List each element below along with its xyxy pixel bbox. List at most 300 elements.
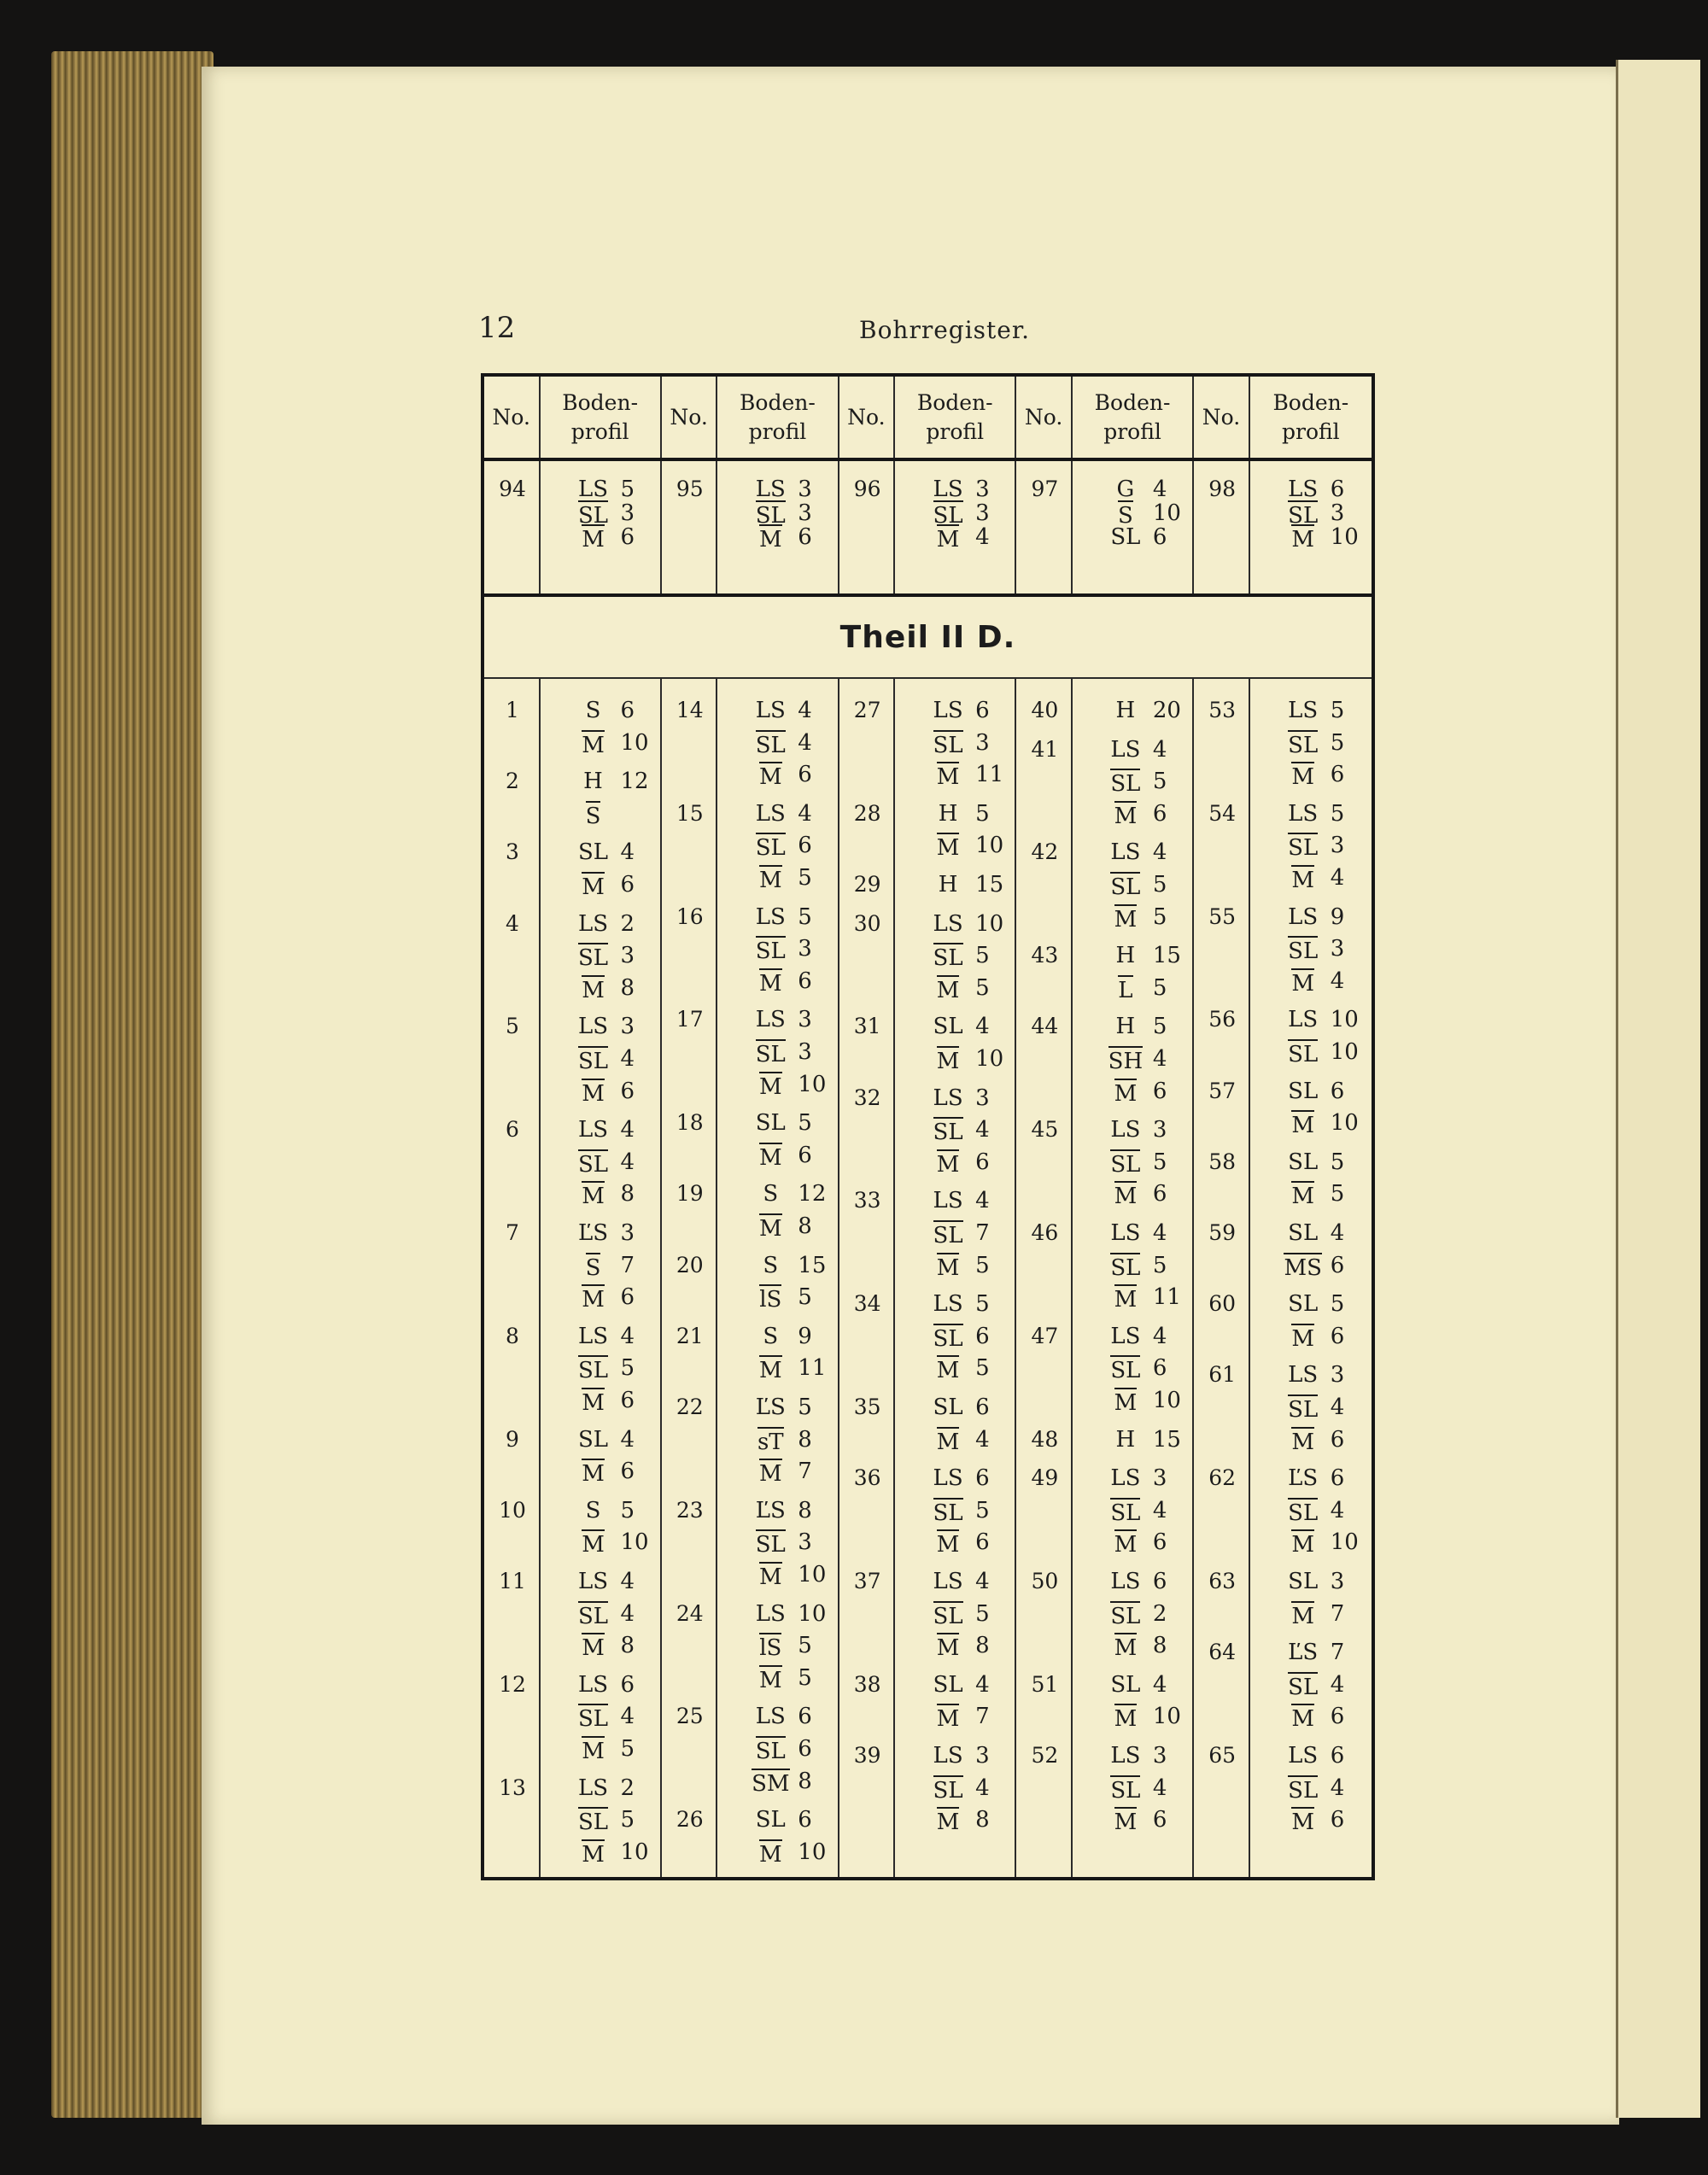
soil-symbol-underlaid: SH (1108, 1046, 1144, 1073)
layer-thickness: 5 (798, 1394, 812, 1420)
profile-line (1073, 943, 1195, 973)
entry-number: 54 (1208, 800, 1237, 826)
soil-symbol-underlaid: M (582, 1079, 605, 1106)
profile-line (541, 1775, 663, 1806)
layer-thickness: 6 (620, 872, 635, 897)
soil-symbol-underlaid: M (582, 872, 605, 899)
soil-symbol-text: SL (1288, 1569, 1319, 1594)
soil-symbol (566, 1117, 621, 1143)
layer-thickness: 5 (975, 1355, 990, 1382)
layer-thickness: 10 (798, 1839, 827, 1865)
profile-line (1073, 1529, 1195, 1560)
soil-symbol-underlaid: M (937, 1253, 960, 1280)
soil-symbol (743, 1284, 798, 1313)
profile-line (717, 1769, 839, 1799)
layer-thickness: 4 (620, 839, 635, 866)
profile-line (541, 1529, 663, 1560)
soil-symbol-underlaid: SL (578, 1149, 608, 1177)
layer-thickness: 3 (798, 1039, 812, 1065)
profile-line (1073, 1181, 1195, 1212)
layer-thickness: 4 (975, 1188, 990, 1214)
soil-symbol (1098, 1284, 1153, 1313)
layer-thickness: 3 (975, 477, 990, 502)
bodenprofil-column (1073, 679, 1194, 1877)
profile-line (541, 1046, 663, 1077)
entry-number: 38 (853, 1671, 881, 1697)
no-column (839, 679, 896, 1877)
soil-symbol (1276, 1640, 1331, 1665)
soil-symbol (566, 1498, 621, 1523)
layer-thickness: 2 (1152, 1600, 1167, 1627)
soil-symbol (1098, 1181, 1153, 1209)
profile-line (895, 524, 1017, 555)
soil-symbol-underlaid: S (586, 1253, 601, 1280)
soil-symbol (743, 1181, 798, 1207)
soil-symbol-underlaid: M (1291, 968, 1314, 996)
profile-line (895, 1014, 1017, 1044)
profile-line (895, 801, 1017, 832)
soil-symbol (921, 1569, 975, 1594)
layer-thickness: 7 (620, 1252, 635, 1278)
soil-symbol-text: S (763, 1252, 779, 1278)
layer-thickness: 5 (1152, 769, 1167, 795)
entry-number: 3 (506, 839, 519, 865)
layer-thickness: 8 (620, 1633, 635, 1659)
soil-symbol-underlaid: M (937, 1427, 960, 1454)
profile-line (541, 839, 663, 870)
profile-line (717, 1704, 839, 1734)
soil-symbol-underlaid: sT (757, 1427, 784, 1454)
profile-line (717, 1562, 839, 1593)
soil-symbol-underlaid: M (582, 1181, 605, 1208)
soil-symbol-underlaid: SL (1110, 1498, 1140, 1525)
soil-symbol-underlaid: M (759, 1562, 782, 1589)
entry-number: 96 (853, 477, 881, 501)
soil-symbol-underlaid: M (759, 1839, 782, 1867)
profile-line (895, 1743, 1017, 1774)
top-rows (484, 461, 1372, 597)
soil-symbol (566, 1807, 621, 1835)
bodenprofil-column (1250, 679, 1372, 1877)
layer-thickness: 10 (1330, 1110, 1359, 1137)
layer-thickness: 8 (975, 1633, 990, 1659)
soil-symbol-text: LS (1110, 736, 1141, 763)
soil-symbol (921, 975, 975, 1003)
layer-thickness: 8 (620, 1181, 635, 1207)
entry-number: 13 (499, 1774, 526, 1800)
soil-symbol-text: LS (1288, 1362, 1319, 1389)
soil-symbol (1098, 1014, 1153, 1039)
profile-line (717, 1665, 839, 1696)
soil-symbol-underlaid: lS (759, 1633, 781, 1660)
layer-thickness: 6 (620, 1671, 635, 1698)
soil-symbol-underlaid: M (937, 975, 960, 1003)
layer-thickness: 5 (1152, 1149, 1167, 1175)
soil-symbol (1276, 1039, 1331, 1067)
profile-line (1073, 1807, 1195, 1838)
soil-symbol (743, 1633, 798, 1661)
soil-symbol-underlaid: M (1114, 1704, 1138, 1731)
soil-symbol (1098, 1149, 1153, 1178)
soil-symbol (1098, 1743, 1153, 1769)
soil-symbol-underlaid: SL (933, 943, 963, 970)
soil-symbol (1098, 1775, 1153, 1804)
soil-symbol-underlaid: M (759, 1143, 782, 1170)
soil-symbol (743, 477, 798, 502)
entry-number: 24 (676, 1600, 704, 1626)
profile-line (717, 1355, 839, 1386)
soil-symbol-underlaid: SL (578, 1807, 608, 1834)
soil-symbol-text: SL (933, 1394, 963, 1420)
soil-symbol-underlaid: SL (1288, 1498, 1318, 1525)
soil-symbol (566, 1736, 621, 1764)
entry-number: 18 (676, 1110, 704, 1136)
soil-symbol (1098, 1633, 1153, 1661)
soil-symbol (566, 911, 621, 937)
soil-symbol (743, 1769, 798, 1797)
profile-line (1073, 1253, 1195, 1283)
soil-symbol-text: LS (1288, 698, 1319, 723)
profile-line (895, 1704, 1017, 1734)
layer-thickness: 6 (1152, 1355, 1167, 1382)
soil-symbol-underlaid: SL (1288, 1039, 1318, 1067)
soil-symbol-underlaid: SL (578, 500, 608, 528)
soil-symbol-underlaid: SL (1110, 769, 1140, 796)
layer-thickness: 4 (1152, 1774, 1167, 1801)
soil-symbol-text: LS (933, 1291, 963, 1318)
layer-thickness: 3 (620, 943, 635, 969)
layer-thickness: 5 (620, 1355, 635, 1382)
layer-thickness: 3 (1330, 936, 1345, 962)
soil-symbol (921, 1046, 975, 1074)
soil-symbol-underlaid: SL (1110, 1775, 1140, 1803)
soil-symbol (921, 1394, 975, 1420)
soil-symbol-underlaid: SL (756, 1736, 786, 1763)
profile-line (717, 1072, 839, 1102)
soil-symbol (1276, 1149, 1331, 1175)
layer-thickness: 15 (1152, 1426, 1181, 1453)
soil-symbol (1276, 1220, 1331, 1246)
layer-thickness: 6 (1330, 477, 1345, 502)
soil-symbol (566, 1355, 621, 1383)
layer-thickness: 8 (798, 1497, 812, 1523)
soil-symbol (566, 801, 621, 829)
soil-symbol (921, 524, 975, 553)
soil-symbol (1098, 1388, 1153, 1416)
profile-line (895, 1807, 1017, 1838)
soil-symbol (1098, 1046, 1153, 1074)
profile-line (717, 833, 839, 863)
soil-symbol (743, 698, 798, 723)
soil-symbol-text: LS (933, 1743, 963, 1769)
bottom-rows (484, 679, 1372, 1877)
layer-thickness: 11 (1152, 1284, 1181, 1311)
profile-line (541, 769, 663, 799)
soil-symbol-text: SL (755, 1110, 786, 1137)
soil-symbol (1276, 1079, 1331, 1104)
layer-thickness: 3 (798, 500, 812, 526)
profile-line (541, 1079, 663, 1109)
bohrregister-table (481, 373, 1375, 1880)
profile-line (1250, 1220, 1372, 1251)
layer-thickness: 4 (1152, 736, 1167, 763)
soil-symbol (921, 1498, 975, 1526)
entry-number: 10 (499, 1497, 526, 1523)
profile-line (1073, 1355, 1195, 1386)
profile-line (1073, 1427, 1195, 1458)
page-number: 12 (478, 311, 516, 345)
layer-thickness: 4 (975, 1014, 990, 1040)
layer-thickness: 6 (620, 1078, 635, 1104)
layer-thickness: 5 (975, 800, 990, 827)
soil-symbol (566, 1079, 621, 1107)
layer-thickness: 4 (1152, 1046, 1167, 1072)
no-column (1194, 679, 1250, 1877)
soil-symbol-underlaid: M (759, 1072, 782, 1099)
profile-line (895, 1465, 1017, 1496)
soil-symbol (1098, 1253, 1153, 1281)
soil-symbol (1276, 1324, 1331, 1352)
profile-line (1073, 769, 1195, 799)
soil-symbol (1276, 1007, 1331, 1032)
soil-symbol-underlaid: M (937, 762, 960, 789)
soil-symbol (1098, 904, 1153, 933)
layer-thickness: 3 (798, 1007, 812, 1033)
layer-thickness: 6 (620, 524, 635, 550)
soil-symbol-underlaid: SL (933, 1601, 963, 1628)
soil-symbol (743, 1355, 798, 1383)
soil-symbol-underlaid: M (759, 1355, 782, 1383)
profile-line (1250, 1427, 1372, 1458)
soil-symbol-text: H (938, 800, 958, 827)
no-column (1016, 679, 1073, 1877)
soil-symbol (1098, 1117, 1153, 1143)
layer-thickness: 5 (798, 1110, 812, 1137)
profile-line (1073, 737, 1195, 768)
layer-thickness: 6 (798, 1736, 812, 1762)
profile-line (1250, 1394, 1372, 1425)
layer-thickness: 6 (1152, 1078, 1167, 1104)
soil-symbol-text: LS (577, 1117, 609, 1143)
soil-symbol-underlaid: M (1114, 1633, 1138, 1660)
soil-symbol (921, 1188, 975, 1213)
profile-line (541, 975, 663, 1006)
soil-symbol (1276, 936, 1331, 964)
profile-line (1250, 904, 1372, 935)
soil-symbol-text: ĽS (577, 1220, 609, 1246)
no-column (662, 461, 718, 593)
soil-symbol-text: H (938, 872, 958, 897)
soil-symbol-text: LS (577, 1014, 609, 1040)
layer-thickness: 7 (798, 1459, 812, 1485)
soil-symbol (1276, 1362, 1331, 1388)
entry-number: 23 (676, 1497, 704, 1523)
entry-number: 12 (499, 1671, 526, 1697)
soil-symbol-text: ĽS (1288, 1640, 1319, 1666)
soil-symbol-underlaid: SL (1288, 500, 1318, 528)
layer-thickness: 11 (975, 762, 1004, 788)
soil-symbol (921, 1117, 975, 1145)
entry-number: 36 (853, 1465, 881, 1491)
profile-line (895, 1601, 1017, 1632)
soil-symbol (921, 1672, 975, 1698)
profile-line (717, 904, 839, 935)
layer-thickness: 6 (1152, 1529, 1167, 1556)
soil-symbol (1276, 1181, 1331, 1209)
layer-thickness: 5 (975, 1497, 990, 1523)
soil-symbol (921, 762, 975, 790)
soil-symbol (1276, 762, 1331, 790)
soil-symbol (921, 1743, 975, 1769)
layer-thickness: 6 (975, 1529, 990, 1556)
soil-symbol-text: LS (933, 477, 963, 502)
entry-number: 50 (1031, 1569, 1059, 1593)
profile-line (1250, 524, 1372, 555)
profile-line (895, 730, 1017, 761)
entry-number: 11 (499, 1569, 526, 1593)
entry-number: 8 (506, 1323, 519, 1348)
profile-line (541, 1498, 663, 1529)
profile-line (541, 1672, 663, 1703)
layer-thickness: 10 (620, 1529, 649, 1556)
profile-line (541, 1149, 663, 1180)
profile-line (895, 1324, 1017, 1354)
soil-symbol (1098, 1220, 1153, 1246)
soil-symbol (1098, 1569, 1153, 1594)
profile-line (895, 975, 1017, 1006)
layer-thickness: 4 (798, 698, 812, 723)
layer-thickness: 5 (1330, 1291, 1345, 1318)
profile-line (895, 1253, 1017, 1283)
layer-thickness: 3 (1330, 833, 1345, 859)
soil-symbol (743, 1704, 798, 1729)
profile-line (1073, 1704, 1195, 1734)
running-head: Bohrregister. (859, 316, 1031, 344)
entry-number: 41 (1031, 736, 1059, 762)
soil-symbol-text: LS (577, 477, 609, 502)
entry-number: 17 (676, 1007, 704, 1032)
layer-thickness: 8 (975, 1807, 990, 1833)
layer-thickness: 8 (798, 1768, 812, 1794)
soil-symbol-underlaid: SL (933, 1498, 963, 1525)
layer-thickness: 3 (975, 1085, 990, 1111)
soil-symbol-text: SL (933, 1671, 963, 1698)
soil-symbol (1276, 1498, 1331, 1526)
soil-symbol (921, 730, 975, 758)
entry-number: 56 (1208, 1007, 1237, 1032)
soil-symbol (1276, 968, 1331, 997)
soil-symbol-underlaid: M (1291, 1427, 1314, 1454)
soil-symbol-underlaid: M (937, 1046, 960, 1073)
profile-line (895, 1149, 1017, 1180)
layer-thickness: 4 (1330, 1394, 1345, 1420)
layer-thickness: 10 (1152, 1388, 1181, 1413)
soil-symbol-text: LS (1110, 1220, 1141, 1246)
layer-thickness: 3 (798, 936, 812, 962)
layer-thickness: 5 (975, 974, 990, 1001)
soil-symbol (1098, 524, 1153, 550)
profile-line (541, 698, 663, 728)
soil-symbol-underlaid: M (1291, 1324, 1314, 1351)
soil-symbol (743, 730, 798, 758)
layer-thickness: 4 (620, 1117, 635, 1143)
soil-symbol-underlaid: SL (578, 1601, 608, 1628)
layer-thickness: 5 (620, 1807, 635, 1833)
profile-line (717, 1459, 839, 1489)
entry-number: 16 (676, 903, 704, 929)
profile-line (717, 1181, 839, 1212)
soil-symbol-underlaid: M (582, 1633, 605, 1660)
soil-symbol-text: S (585, 698, 601, 723)
soil-symbol (921, 1529, 975, 1558)
entry-number: 7 (506, 1220, 519, 1245)
soil-symbol (743, 1807, 798, 1833)
layer-thickness: 6 (798, 1704, 812, 1730)
entry-number: 98 (1208, 477, 1237, 501)
layer-thickness: 10 (798, 1600, 827, 1627)
soil-symbol-underlaid: M (582, 1459, 605, 1486)
layer-thickness: 4 (975, 1671, 990, 1698)
profile-line (717, 1039, 839, 1070)
layer-thickness: 6 (1152, 1807, 1167, 1833)
layer-thickness: 5 (1330, 800, 1345, 827)
soil-symbol-underlaid: SL (1110, 1355, 1140, 1383)
soil-symbol (1098, 1672, 1153, 1698)
layer-thickness: 8 (798, 1426, 812, 1453)
layer-thickness: 6 (1152, 1181, 1167, 1207)
soil-symbol (921, 911, 975, 937)
profile-line (717, 1143, 839, 1173)
soil-symbol-text: SL (933, 1014, 963, 1040)
entry-number: 65 (1208, 1743, 1237, 1768)
layer-thickness: 3 (620, 500, 635, 526)
soil-symbol-underlaid: M (1291, 524, 1314, 552)
profile-line (1250, 1498, 1372, 1529)
entry-number: 35 (853, 1394, 881, 1419)
soil-symbol (566, 1149, 621, 1178)
soil-symbol-underlaid: M (582, 1839, 605, 1867)
soil-symbol-underlaid: M (759, 1213, 782, 1241)
profile-line (895, 1085, 1017, 1116)
soil-symbol-underlaid: SL (933, 1220, 963, 1248)
layer-thickness: 6 (798, 1142, 812, 1168)
profile-line (1073, 1284, 1195, 1315)
soil-symbol (743, 762, 798, 790)
soil-symbol-underlaid: M (1114, 1079, 1138, 1106)
soil-symbol (1276, 1529, 1331, 1558)
profile-line (1250, 1569, 1372, 1599)
layer-thickness: 10 (620, 1839, 649, 1865)
layer-thickness: 6 (798, 1807, 812, 1833)
profile-line (895, 1529, 1017, 1560)
soil-symbol-underlaid: SL (1288, 1775, 1318, 1803)
layer-thickness: 7 (975, 1220, 990, 1246)
profile-line (1073, 1569, 1195, 1599)
layer-thickness: 4 (620, 1323, 635, 1349)
entry-number: 15 (676, 800, 704, 826)
profile-line (717, 698, 839, 728)
soil-symbol (566, 1459, 621, 1487)
layer-thickness: 5 (798, 1284, 812, 1311)
profile-line (1073, 1633, 1195, 1663)
header-no: No. (839, 377, 896, 458)
layer-thickness: 3 (975, 500, 990, 526)
layer-thickness: 3 (1152, 1117, 1167, 1143)
layer-thickness: 4 (1330, 1497, 1345, 1523)
entry-number: 55 (1208, 903, 1237, 929)
soil-symbol-underlaid: SL (933, 1117, 963, 1144)
soil-symbol (566, 769, 621, 794)
